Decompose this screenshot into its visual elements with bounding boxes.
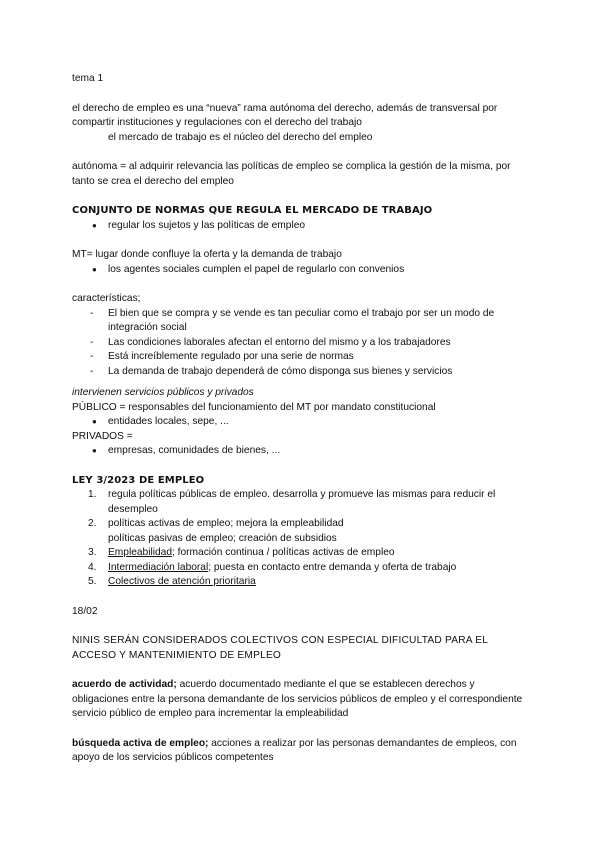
intermediacion-term: Intermediación laboral	[108, 561, 209, 573]
bullet-marker: ●	[92, 264, 97, 274]
number-marker: 2.	[88, 518, 97, 529]
list-item	[72, 575, 532, 590]
busqueda-term: búsqueda activa de empleo;	[72, 737, 209, 749]
conjunto-list	[72, 219, 532, 234]
list-item: ● los agentes sociales cumplen el papel de regularlo con convenios	[72, 263, 532, 278]
publico-list	[72, 415, 532, 430]
list-item: 4. Intermediación laboral; puesta en contacto entre demanda y oferta de trabajo	[72, 561, 532, 576]
dash-marker: -	[90, 351, 94, 362]
number-marker: 4.	[88, 561, 97, 573]
ley-heading: LEY 3/2023 DE EMPLEO	[72, 474, 205, 486]
busqueda-paragraph: búsqueda activa de empleo; acciones a realizar por las personas demandantes de empleos, con apoyo de los servicios públicos competentes	[72, 737, 517, 763]
mt-list	[72, 263, 532, 278]
list-item: - Está increíblemente regulado por una serie de normas	[72, 350, 532, 365]
list-item: - El bien que se compra y se vende es tan peculiar como el trabajo por ser un modo de integración social	[90, 307, 495, 333]
intro-indented-note: el mercado de trabajo es el núcleo del derecho del empleo	[108, 131, 373, 143]
date-heading: 18/02	[72, 605, 98, 617]
list-item: 1. regula políticas públicas de empleo. desarrolla y promueve las mismas para reducir el desempleo	[88, 489, 496, 515]
colectivos-term: Colectivos de atención prioritaria	[108, 576, 256, 587]
list-item: ● empresas, comunidades de bienes, ...	[72, 444, 532, 459]
privados-definition: PRIVADOS =	[72, 430, 133, 442]
caracteristicas-label: características;	[72, 293, 141, 304]
list-item: 2. políticas activas de empleo; mejora la empleabilidad políticas pasivas de empleo; creación de subsidios	[88, 518, 344, 544]
mt-definition: MT= lugar donde confluye la oferta y la demanda de trabajo	[72, 249, 342, 260]
ley-list	[72, 488, 532, 590]
list-item: - La demanda de trabajo dependerá de cómo disponga sus bienes y servicios	[72, 365, 532, 380]
list-item: ● regular los sujetos y las políticas de empleo	[72, 219, 532, 234]
acuerdo-paragraph: acuerdo de actividad; acuerdo documentado mediante el que se establecen derechos y obligaciones entre la persona demandante de los servicios públicos de empleo y el correspondiente servicio público de empleo para incrementar la empleabilidad	[72, 679, 523, 719]
dash-marker: -	[90, 307, 94, 319]
ninis-paragraph: NINIS SERÁN CONSIDERADOS COLECTIVOS CON ESPECIAL DIFICULTAD PARA EL ACCESO Y MANTENIMIENTO DE EMPLEO	[72, 635, 488, 661]
dash-marker: -	[90, 365, 94, 377]
list-item: 3. Empleabilidad; formación continua / políticas activas de empleo	[72, 546, 532, 561]
caracteristicas-list	[72, 307, 532, 380]
document-page	[72, 72, 532, 766]
intro-paragraph: el derecho de empleo es una “nueva” rama autónoma del derecho, además de transversal por compartir instituciones y regulaciones con el derecho del trabajo	[72, 102, 498, 128]
dash-marker: -	[90, 336, 94, 348]
autonoma-paragraph: autónoma = al adquirir relevancia las políticas de empleo se complica la gestión de la misma, por tanto se crea el derecho del empleo	[72, 161, 511, 187]
bullet-marker: ●	[92, 417, 97, 426]
publico-definition: PÚBLICO = responsables del funcionamiento del MT por mandato constitucional	[72, 401, 436, 413]
acuerdo-term: acuerdo de actividad;	[72, 679, 177, 690]
number-marker: 1.	[88, 489, 97, 500]
topic-heading: tema 1	[72, 73, 104, 84]
bullet-marker: ●	[92, 446, 97, 455]
number-marker: 5.	[88, 576, 97, 587]
conjunto-heading: CONJUNTO DE NORMAS QUE REGULA EL MERCADO DE TRABAJO	[72, 205, 433, 216]
bullet-marker: ●	[92, 220, 97, 230]
intervienen-note: intervienen servicios públicos y privados	[72, 387, 254, 398]
number-marker: 3.	[88, 547, 97, 558]
list-item: - Las condiciones laborales afectan el entorno del mismo y a los trabajadores	[72, 336, 532, 351]
empleabilidad-term: Empleabilidad	[108, 547, 172, 558]
privados-list	[72, 444, 532, 459]
list-item: ● entidades locales, sepe, ...	[72, 415, 532, 430]
